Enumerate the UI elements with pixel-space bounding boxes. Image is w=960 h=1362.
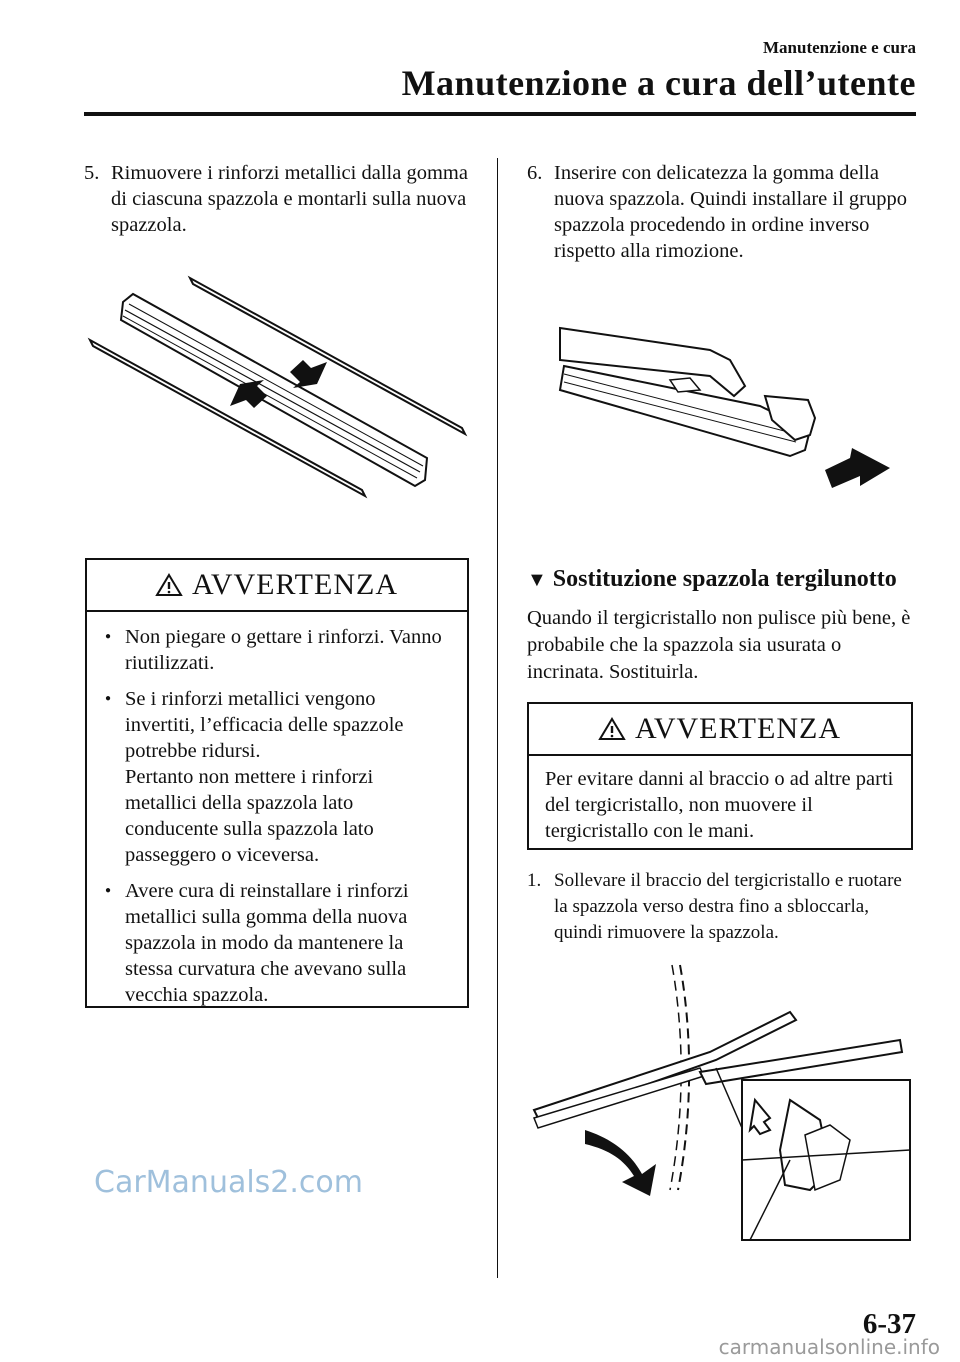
triangle-down-icon: ▼ (527, 569, 547, 591)
warning-triangle-icon (156, 573, 182, 597)
rear-wiper-illustration (530, 960, 915, 1245)
warning-item: ● Se i rinforzi metallici vengono invertiti, l’efficacia delle spazzole potrebbe ridursi. (105, 686, 449, 764)
warning-header (529, 704, 911, 756)
step-6 (527, 160, 917, 264)
step-text: Sollevare il braccio del tergicristallo e ruotare la spazzola verso destra fino a sbloccarla, quindi rimuovere la spazzola. (554, 870, 902, 943)
section-heading (527, 566, 897, 593)
section-intro: Quando il tergicristallo non pulisce più bene, è probabile che la spazzola sia usurata o incrinata. Sostituirla. (527, 607, 911, 683)
step-text: Rimuovere i rinforzi metallici dalla gomma di ciascuna spazzola e montarli sulla nuova spazzola. (111, 162, 468, 236)
step-text: Inserire con delicatezza la gomma della nuova spazzola. Quindi installare il gruppo spazzola procedendo in ordine inverso rispetto alla rimozione. (554, 162, 907, 262)
warning-header (87, 560, 467, 612)
step-1 (527, 868, 917, 946)
warning-title: AVVERTENZA (635, 712, 841, 745)
reinforcement-illustration (85, 280, 475, 510)
column-divider (497, 158, 498, 1278)
warning-title: AVVERTENZA (192, 568, 398, 601)
header-rule (84, 112, 916, 116)
running-section-title: Manutenzione e cura (763, 38, 916, 57)
warning-triangle-icon (599, 717, 625, 741)
step-5 (84, 160, 484, 238)
site-watermark: carmanualsonline.info (718, 1335, 940, 1359)
page-number: 6-37 (862, 1308, 916, 1340)
warning-box (85, 558, 469, 1008)
warning-item: ● Non piegare o gettare i rinforzi. Vanno riutilizzati. (105, 624, 449, 676)
warning-list (87, 612, 467, 1028)
warning-text: Per evitare danni al braccio o ad altre parti del tergicristallo, non muovere il tergicristallo con le mani. (545, 768, 894, 842)
page-title: Manutenzione a cura dell’utente (401, 63, 916, 103)
step-number: 6. (527, 162, 543, 184)
section-title: Sostituzione spazzola tergilunotto (552, 566, 897, 592)
rubber-insert-illustration (560, 320, 890, 490)
step-number: 1. (527, 870, 542, 891)
step-number: 5. (84, 162, 100, 184)
warning-item: ● Avere cura di reinstallare i rinforzi metallici sulla gomma della nuova spazzola in modo da mantenere la stessa curvatura che avevano sulla vecchia spazzola. (105, 878, 449, 1008)
warning-box (527, 702, 913, 850)
warning-item-continued: Pertanto non mettere i rinforzi metallici della spazzola lato conducente sulla spazzola lato passeggero o viceversa. (125, 766, 374, 866)
watermark: CarManuals2.com (94, 1165, 364, 1200)
